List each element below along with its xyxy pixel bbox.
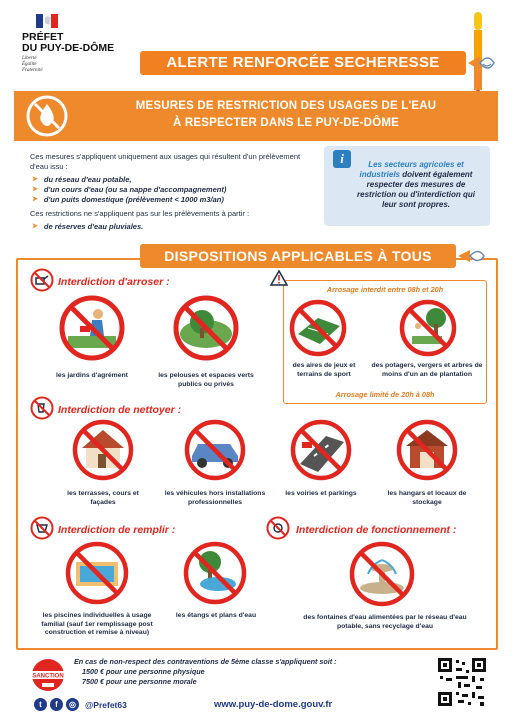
car-washing-prohibited-icon (180, 418, 250, 482)
caption-terrasses: les terrasses, cours et façades (67, 490, 139, 506)
intro-paragraph-1: Ces mesures s'appliquent uniquement aux usages qui résultent d'un prélèvement d'eau issu : (30, 152, 301, 171)
dispositions-title: DISPOSITIONS APPLICABLES À TOUS (164, 248, 432, 264)
water-drop-icon (458, 246, 488, 266)
no-water-drop-icon (26, 95, 68, 137)
hangar-cleaning-prohibited-icon (392, 418, 462, 482)
prefet-line1: PRÉFET (22, 31, 64, 43)
sanction-line3: 7500 € pour une personne morale (82, 677, 197, 686)
caption-jardins: les jardins d'agrément (56, 372, 128, 379)
intro-bullet: ➤ du réseau d'eau potable, (32, 175, 132, 184)
caption-aires-jeux: des aires de jeux et terrains de sport (292, 362, 356, 378)
info-icon: i (333, 150, 351, 168)
devise-fraternite: Fraternité (22, 68, 43, 73)
lawn-prohibited-icon (172, 294, 240, 362)
sanction-line1: En cas de non-respect des contraventions de 5ème classe s'appliquent soit : (74, 657, 337, 666)
intro-text (30, 152, 320, 232)
devise-egalite: Égalité (22, 62, 37, 67)
measures-title-line1: MESURES DE RESTRICTION DES USAGES DE L'EAU (135, 100, 437, 112)
intro-bullet: ➤ d'un cours d'eau (ou sa nappe d'accompagnement) (32, 185, 227, 194)
caption-vehicules: les véhicules hors installations professionnelles (164, 490, 266, 506)
website-link[interactable]: www.puy-de-dome.gouv.fr (214, 699, 333, 710)
section-title-remplir: Interdiction de remplir : (58, 524, 176, 536)
twitter-icon[interactable]: t (34, 698, 47, 711)
caption-fontaines: des fontaines d'eau alimentées par le réseau d'eau potable, sans recyclage d'eau (303, 614, 467, 630)
info-industriels: industriels (359, 170, 400, 179)
intro-paragraph-2: Ces restrictions ne s'appliquent pas sur les prélèvements à partir : (30, 209, 250, 218)
header (0, 0, 512, 90)
warning-triangle-icon (270, 270, 288, 286)
bullet-text: de réserves d'eau pluviales. (43, 222, 144, 231)
garden-watering-prohibited-icon (58, 294, 126, 362)
info-part2: et (454, 160, 464, 169)
bullet-text: d'un cours d'eau (ou sa nappe d'accompagnement) (43, 185, 227, 194)
pond-filling-prohibited-icon (180, 540, 250, 606)
marianne-flag-logo (36, 14, 58, 28)
measures-title-line2: À RESPECTER DANS LE PUY-DE-DÔME (172, 117, 399, 129)
watering-limited-hours: Arrosage limité de 20h à 08h (335, 390, 435, 399)
caption-voiries: les voiries et parkings (285, 490, 357, 497)
pool-filling-prohibited-icon (62, 540, 132, 606)
no-fountain-operation-icon (266, 516, 290, 540)
measures-title (86, 98, 486, 132)
devise-liberte: Liberté (22, 56, 37, 61)
no-cleaning-icon (30, 396, 54, 420)
sports-field-prohibited-icon (288, 298, 348, 358)
info-part1: Les secteurs (368, 160, 420, 169)
prefet-line2: DU PUY-DE-DÔME (22, 42, 115, 54)
intro-bullet: ➤ de réserves d'eau pluviales. (32, 222, 144, 231)
caption-potagers: des potagers, vergers et arbres de moins d'un an de plantation (371, 362, 483, 378)
sanction-stamp-icon (30, 657, 66, 693)
terrace-cleaning-prohibited-icon (68, 418, 138, 482)
section-title-fonctionnement: Interdiction de fonctionnement : (296, 524, 457, 536)
water-drop-icon (466, 52, 498, 74)
info-text (350, 160, 482, 210)
info-part3: doivent également respecter des mesures de restriction ou d'interdiction qui leur sont propres. (357, 170, 475, 209)
alert-title: ALERTE RENFORCÉE SECHERESSE (166, 54, 440, 71)
bullet-text: du réseau d'eau potable, (43, 175, 132, 184)
sanction-label: SANCTION (32, 673, 64, 680)
social-links (34, 698, 127, 711)
qr-code-icon[interactable] (436, 656, 488, 708)
caption-hangars: les hangars et locaux de stockage (387, 490, 467, 506)
sanction-text (74, 657, 374, 687)
no-watering-icon (30, 268, 54, 292)
intro-bullet: ➤ d'un puits domestique (prélèvement < 1000 m3/an) (32, 195, 224, 204)
no-filling-icon (30, 516, 54, 540)
facebook-icon[interactable]: f (50, 698, 63, 711)
devise (22, 56, 43, 74)
prefet-title (22, 32, 114, 54)
watering-forbidden-hours: Arrosage interdit entre 08h et 20h (326, 285, 444, 294)
caption-etangs: les étangs et plans d'eau (175, 612, 257, 619)
instagram-icon[interactable]: ◎ (66, 698, 79, 711)
caption-piscines: les piscines individuelles à usage familial (sauf 1er remplissage post construction et remise à niveau) (41, 612, 153, 636)
bullet-text: d'un puits domestique (prélèvement < 1000 m3/an) (43, 195, 224, 204)
fountain-prohibited-icon (346, 540, 418, 608)
sanction-line2: 1500 € pour une personne physique (82, 667, 205, 676)
section-title-arroser: Interdiction d'arroser : (58, 276, 170, 288)
vegetable-garden-prohibited-icon (398, 298, 458, 358)
road-cleaning-prohibited-icon (286, 418, 356, 482)
social-handle[interactable]: @Prefet63 (85, 699, 127, 710)
caption-pelouses: les pelouses et espaces verts publics ou privés (158, 372, 254, 388)
section-title-nettoyer: Interdiction de nettoyer : (58, 404, 182, 416)
info-agricoles: agricoles (419, 160, 455, 169)
